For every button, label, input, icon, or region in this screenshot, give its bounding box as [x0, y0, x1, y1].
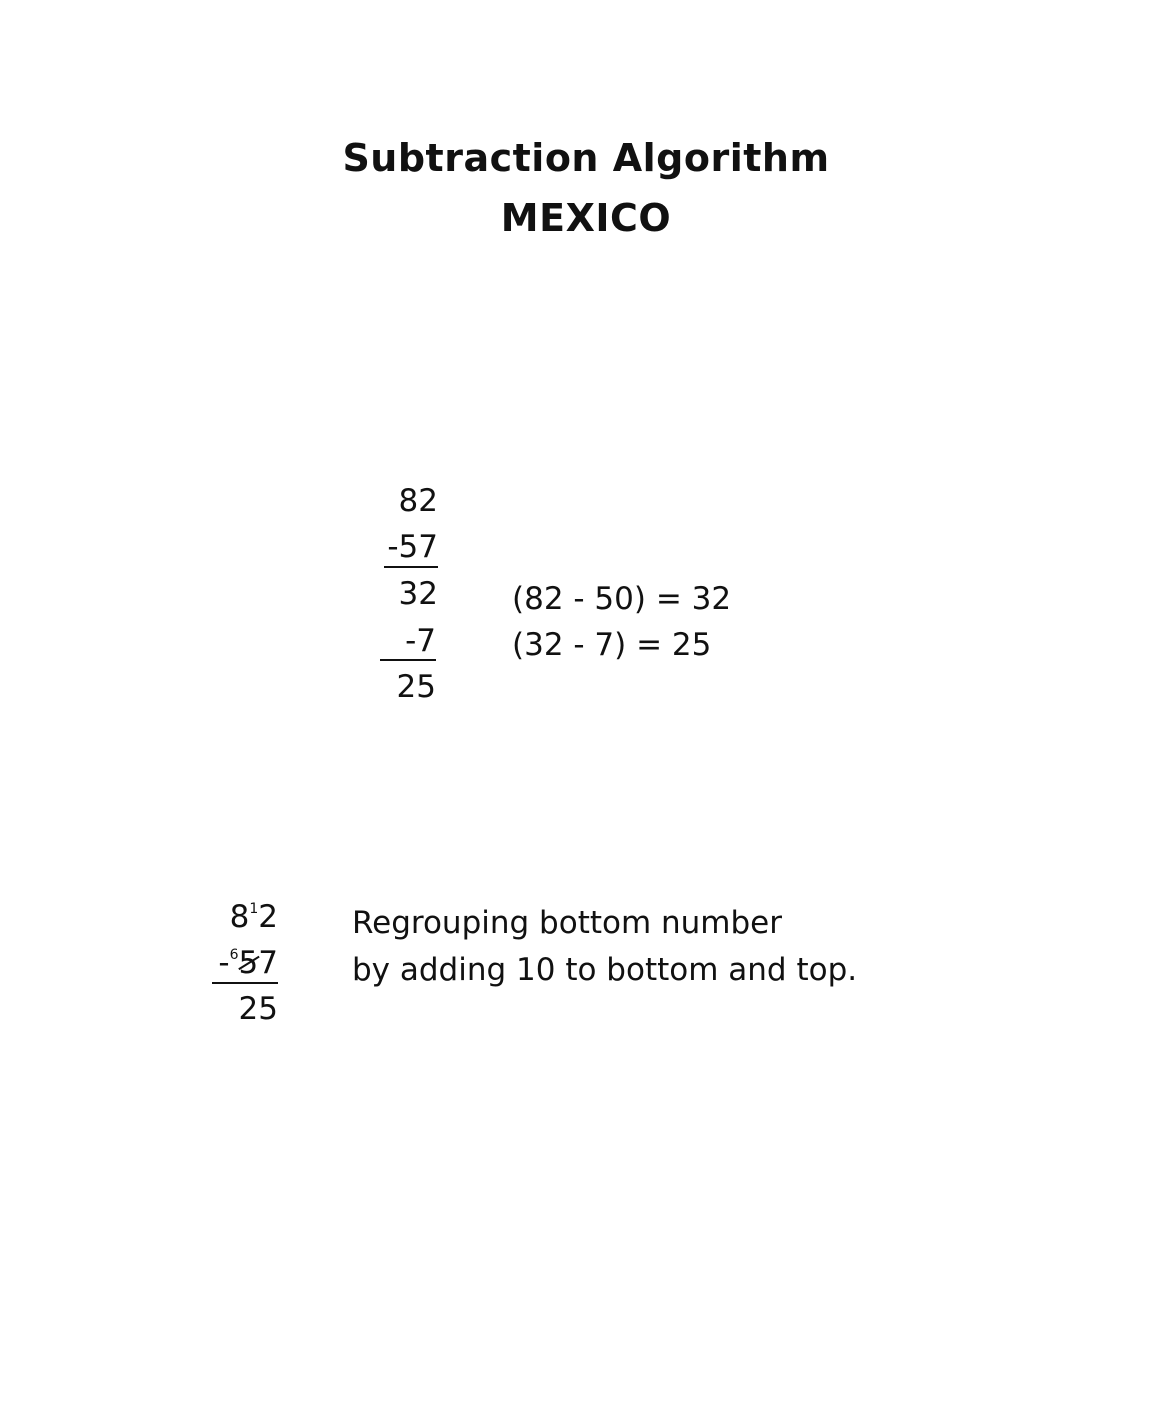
example-2-subtrahend-tens-struck: 5	[238, 945, 259, 981]
example-1-result: 25	[396, 669, 436, 705]
example-2-minuend	[200, 899, 278, 935]
example-2-minuend-tens: 8	[229, 899, 250, 935]
example-1-subtrahend-ones: -7	[405, 623, 436, 659]
page-subtitle: MEXICO	[500, 196, 672, 240]
example-2-minuend-regroup: 1	[249, 901, 259, 917]
example-2-subtrahend	[200, 945, 278, 981]
example-2-minuend-ones: 2	[258, 899, 278, 935]
example-2-note-line-2: by adding 10 to bottom and top.	[352, 952, 858, 988]
page-title: Subtraction Algorithm	[342, 136, 830, 180]
example-2-rule	[212, 982, 278, 984]
example-2-result: 25	[238, 991, 278, 1027]
example-2-minus-sign: -	[218, 945, 230, 981]
example-1-rule-2	[380, 659, 436, 661]
example-1-rule-1	[384, 566, 438, 568]
example-2-note-line-1: Regrouping bottom number	[352, 905, 783, 941]
example-2-subtrahend-ones: 7	[258, 945, 278, 981]
example-1-partial-result: 32	[398, 576, 438, 612]
example-2-subtrahend-regroup: 6	[229, 947, 239, 963]
example-1-subtrahend-tens: -57	[387, 529, 438, 565]
example-1-step-1: (82 - 50) = 32	[512, 581, 732, 617]
example-1-minuend: 82	[398, 483, 438, 519]
example-1-step-2: (32 - 7) = 25	[512, 627, 712, 663]
